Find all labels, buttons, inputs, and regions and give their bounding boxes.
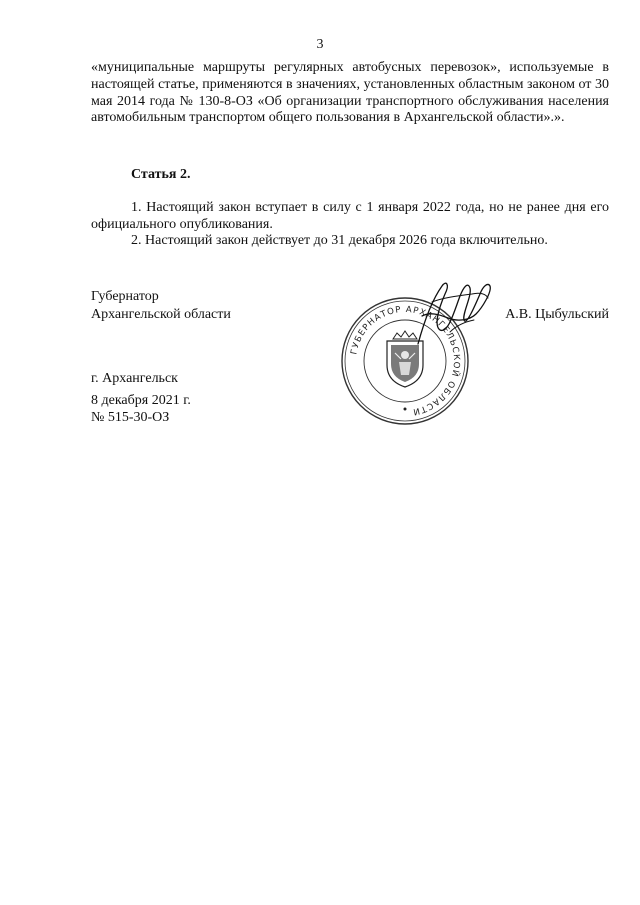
- signatory-region: Архангельской области: [91, 307, 231, 322]
- page-number: 3: [316, 37, 324, 52]
- document-number: № 515-30-ОЗ: [91, 410, 170, 425]
- place-of-signing: г. Архангельск: [91, 371, 178, 386]
- article-heading: Статья 2.: [131, 167, 191, 182]
- seal-text: ГУБЕРНАТОР АРХАНГЕЛЬСКОЙ ОБЛАСТИ: [349, 304, 462, 417]
- article-item-1: 1. Настоящий закон вступает в силу с 1 января 2022 года, но не ранее дня его официального опубликования.: [91, 200, 609, 232]
- handwritten-signature: [412, 272, 494, 350]
- article-item-2: 2. Настоящий закон действует до 31 декабря 2026 года включительно.: [131, 233, 548, 248]
- signing-date: 8 декабря 2021 г.: [91, 393, 191, 408]
- signatory-title: Губернатор: [91, 289, 159, 304]
- signatory-name: А.В. Цыбульский: [505, 307, 609, 322]
- paragraph-continuation: «муниципальные маршруты регулярных автобусных перевозок», используемые в настоящей статье, применяются в значениях, установленных областным законом от 30 мая 2014 года № 130-8-ОЗ «Об организации транспортного обслуживания населения автомобильным транспортом общего пользования в Архангельской области».».: [91, 60, 609, 126]
